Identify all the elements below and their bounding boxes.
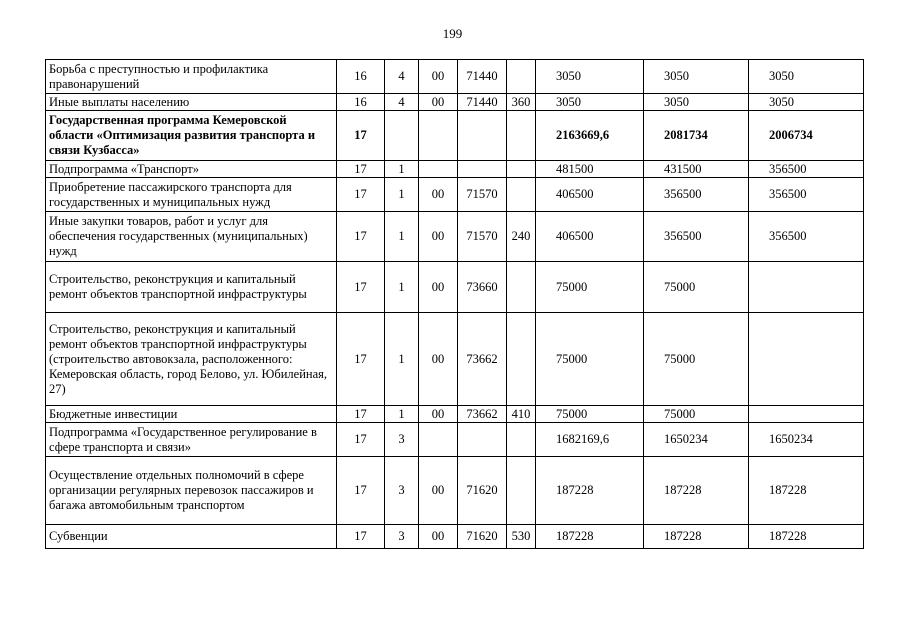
table-row <box>46 313 864 406</box>
program-code-cell: 00 <box>419 94 458 111</box>
section-code-cell: 16 <box>337 60 385 94</box>
target-article-cell: 73662 <box>458 406 507 423</box>
row-name-cell: Субвенции <box>46 525 337 549</box>
expense-type-cell: 240 <box>507 212 536 262</box>
amount-year1-cell: 406500 <box>536 178 644 212</box>
amount-year2-cell: 187228 <box>644 457 749 525</box>
amount-year3-cell: 187228 <box>749 457 864 525</box>
budget-table <box>45 59 864 549</box>
expense-type-cell <box>507 313 536 406</box>
row-name-cell: Приобретение пассажирского транспорта для государственных и муниципальных нужд <box>46 178 337 212</box>
program-code-cell: 00 <box>419 313 458 406</box>
table-row <box>46 60 864 94</box>
subsection-code-cell <box>385 111 419 161</box>
target-article-cell: 71570 <box>458 212 507 262</box>
expense-type-cell: 410 <box>507 406 536 423</box>
target-article-cell: 73660 <box>458 262 507 313</box>
amount-year1-cell: 187228 <box>536 457 644 525</box>
subsection-code-cell: 3 <box>385 423 419 457</box>
subsection-code-cell: 1 <box>385 212 419 262</box>
amount-year3-cell <box>749 262 864 313</box>
amount-year1-cell: 3050 <box>536 60 644 94</box>
program-code-cell: 00 <box>419 60 458 94</box>
program-code-cell: 00 <box>419 457 458 525</box>
table-row <box>46 178 864 212</box>
table-row <box>46 94 864 111</box>
subsection-code-cell: 3 <box>385 457 419 525</box>
row-name-cell: Бюджетные инвестиции <box>46 406 337 423</box>
amount-year3-cell: 1650234 <box>749 423 864 457</box>
section-code-cell: 17 <box>337 313 385 406</box>
target-article-cell: 71440 <box>458 60 507 94</box>
amount-year1-cell: 75000 <box>536 262 644 313</box>
target-article-cell <box>458 161 507 178</box>
table-row <box>46 423 864 457</box>
amount-year2-cell: 1650234 <box>644 423 749 457</box>
amount-year3-cell: 2006734 <box>749 111 864 161</box>
section-code-cell: 17 <box>337 161 385 178</box>
section-code-cell: 17 <box>337 111 385 161</box>
subsection-code-cell: 1 <box>385 406 419 423</box>
row-name-cell: Осуществление отдельных полномочий в сфере организации регулярных перевозок пассажиров и багажа автомобильным транспортом <box>46 457 337 525</box>
section-code-cell: 17 <box>337 262 385 313</box>
row-name-cell: Строительство, реконструкция и капитальный ремонт объектов транспортной инфраструктуры <box>46 262 337 313</box>
program-code-cell: 00 <box>419 406 458 423</box>
amount-year3-cell <box>749 406 864 423</box>
amount-year3-cell: 356500 <box>749 161 864 178</box>
amount-year3-cell: 356500 <box>749 212 864 262</box>
row-name-cell: Строительство, реконструкция и капитальный ремонт объектов транспортной инфраструктуры (строительство автовокзала, расположенного: Кемеровская область, город Белово, ул. Юбилейная, 27) <box>46 313 337 406</box>
table-row <box>46 161 864 178</box>
amount-year3-cell: 356500 <box>749 178 864 212</box>
expense-type-cell <box>507 178 536 212</box>
amount-year1-cell: 1682169,6 <box>536 423 644 457</box>
page-number: 199 <box>442 26 463 41</box>
subsection-code-cell: 4 <box>385 94 419 111</box>
expense-type-cell <box>507 423 536 457</box>
program-code-cell: 00 <box>419 212 458 262</box>
amount-year1-cell: 406500 <box>536 212 644 262</box>
section-code-cell: 17 <box>337 525 385 549</box>
expense-type-cell <box>507 60 536 94</box>
amount-year2-cell: 3050 <box>644 60 749 94</box>
amount-year1-cell: 3050 <box>536 94 644 111</box>
program-code-cell <box>419 161 458 178</box>
amount-year2-cell: 431500 <box>644 161 749 178</box>
expense-type-cell <box>507 161 536 178</box>
amount-year1-cell: 187228 <box>536 525 644 549</box>
program-code-cell: 00 <box>419 525 458 549</box>
amount-year2-cell: 75000 <box>644 313 749 406</box>
subsection-code-cell: 1 <box>385 313 419 406</box>
target-article-cell: 71620 <box>458 525 507 549</box>
amount-year3-cell <box>749 313 864 406</box>
amount-year1-cell: 75000 <box>536 313 644 406</box>
target-article-cell <box>458 423 507 457</box>
amount-year1-cell: 481500 <box>536 161 644 178</box>
subsection-code-cell: 4 <box>385 60 419 94</box>
subsection-code-cell: 1 <box>385 161 419 178</box>
row-name-cell: Борьба с преступностью и профилактика правонарушений <box>46 60 337 94</box>
target-article-cell <box>458 111 507 161</box>
row-name-cell: Подпрограмма «Государственное регулирование в сфере транспорта и связи» <box>46 423 337 457</box>
subsection-code-cell: 1 <box>385 262 419 313</box>
row-name-cell: Подпрограмма «Транспорт» <box>46 161 337 178</box>
amount-year2-cell: 187228 <box>644 525 749 549</box>
amount-year3-cell: 3050 <box>749 94 864 111</box>
program-code-cell: 00 <box>419 262 458 313</box>
section-code-cell: 17 <box>337 423 385 457</box>
row-name-cell: Государственная программа Кемеровской области «Оптимизация развития транспорта и связи Кузбасса» <box>46 111 337 161</box>
amount-year2-cell: 2081734 <box>644 111 749 161</box>
program-code-cell: 00 <box>419 178 458 212</box>
row-name-cell: Иные выплаты населению <box>46 94 337 111</box>
expense-type-cell <box>507 262 536 313</box>
expense-type-cell: 530 <box>507 525 536 549</box>
amount-year1-cell: 2163669,6 <box>536 111 644 161</box>
table-row <box>46 457 864 525</box>
amount-year2-cell: 75000 <box>644 262 749 313</box>
row-name-cell: Иные закупки товаров, работ и услуг для обеспечения государственных (муниципальных) нужд <box>46 212 337 262</box>
amount-year3-cell: 187228 <box>749 525 864 549</box>
target-article-cell: 71440 <box>458 94 507 111</box>
expense-type-cell <box>507 111 536 161</box>
expense-type-cell: 360 <box>507 94 536 111</box>
section-code-cell: 17 <box>337 406 385 423</box>
amount-year2-cell: 75000 <box>644 406 749 423</box>
table-row <box>46 111 864 161</box>
amount-year2-cell: 356500 <box>644 212 749 262</box>
table-row <box>46 525 864 549</box>
program-code-cell <box>419 111 458 161</box>
section-code-cell: 17 <box>337 178 385 212</box>
program-code-cell <box>419 423 458 457</box>
amount-year2-cell: 3050 <box>644 94 749 111</box>
table-body <box>46 60 864 549</box>
section-code-cell: 17 <box>337 212 385 262</box>
target-article-cell: 71570 <box>458 178 507 212</box>
subsection-code-cell: 3 <box>385 525 419 549</box>
subsection-code-cell: 1 <box>385 178 419 212</box>
section-code-cell: 16 <box>337 94 385 111</box>
amount-year3-cell: 3050 <box>749 60 864 94</box>
amount-year1-cell: 75000 <box>536 406 644 423</box>
amount-year2-cell: 356500 <box>644 178 749 212</box>
section-code-cell: 17 <box>337 457 385 525</box>
target-article-cell: 71620 <box>458 457 507 525</box>
target-article-cell: 73662 <box>458 313 507 406</box>
table-row <box>46 406 864 423</box>
expense-type-cell <box>507 457 536 525</box>
table-row <box>46 212 864 262</box>
table-row <box>46 262 864 313</box>
